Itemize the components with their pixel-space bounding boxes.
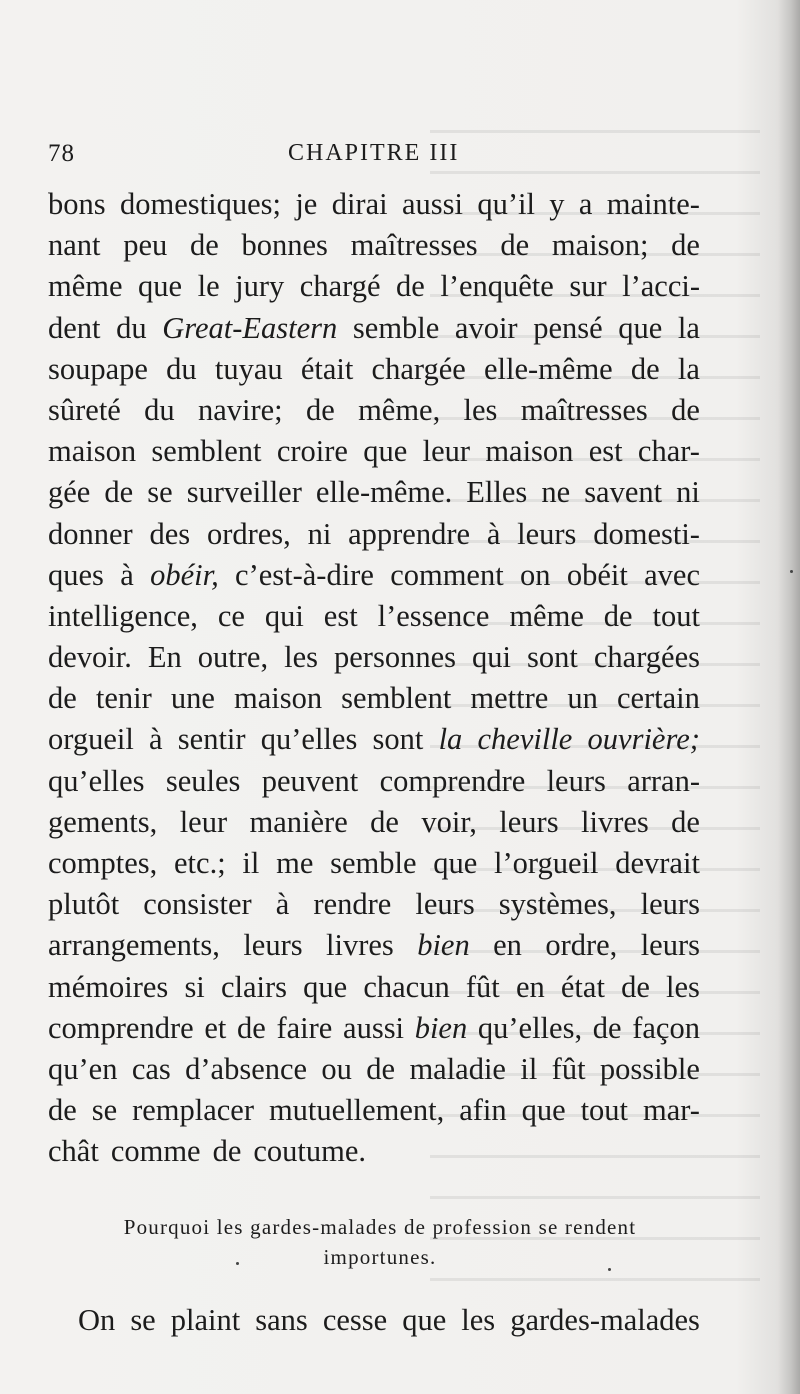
text-line: chât comme de coutume.	[48, 1134, 367, 1169]
speck-mark	[236, 1262, 239, 1265]
text-line: ques à obéir, c’est-à-dire comment on obéit avec	[48, 557, 700, 592]
page-number: 78	[48, 140, 75, 167]
text-line: arrangements, leurs livres bien en ordre, leurs	[48, 928, 700, 963]
subheading-line-1: Pourquoi les gardes-malades de profession se rendent	[123, 1215, 637, 1239]
text-line: donner des ordres, ni apprendre à leurs domesti-	[48, 516, 700, 551]
speck-mark	[790, 570, 793, 573]
text-line: plutôt consister à rendre leurs systèmes, leurs	[48, 887, 700, 922]
running-head: CHAPITRE III	[288, 140, 460, 166]
text-line: de tenir une maison semblent mettre un certain	[48, 681, 700, 716]
next-paragraph-line: On se plaint sans cesse que les gardes-malades	[78, 1303, 700, 1337]
text-line: gements, leur manière de voir, leurs livres de	[48, 804, 700, 839]
text-line: comprendre et de faire aussi bien qu’elles, de façon	[48, 1010, 700, 1045]
text-line: gée de se surveiller elle-même. Elles ne savent ni	[48, 475, 700, 510]
subheading-line-2: importunes.	[323, 1245, 437, 1269]
body-paragraph	[48, 184, 700, 1173]
text-line: nant peu de bonnes maîtresses de maison; de	[48, 228, 700, 263]
text-line: qu’en cas d’absence ou de maladie il fût possible	[48, 1051, 700, 1086]
text-line: comptes, etc.; il me semble que l’orgueil devrait	[48, 846, 700, 880]
page-edge-shadow	[778, 0, 800, 1394]
speck-mark	[608, 1268, 611, 1271]
page-header	[48, 140, 700, 176]
text-line: devoir. En outre, les personnes qui sont chargées	[48, 640, 700, 675]
section-subheading	[60, 1212, 700, 1272]
text-line: soupape du tuyau était chargée elle-même de la	[48, 351, 700, 386]
text-line: orgueil à sentir qu’elles sont la cheville ouvrière;	[48, 722, 700, 757]
text-line: de se remplacer mutuellement, afin que tout mar-	[48, 1093, 700, 1128]
text-line: intelligence, ce qui est l’essence même de tout	[48, 598, 700, 633]
text-line: sûreté du navire; de même, les maîtresses de	[48, 392, 700, 427]
text-line: mémoires si clairs que chacun fût en état de les	[48, 969, 700, 1004]
text-line: qu’elles seules peuvent comprendre leurs arran-	[48, 763, 700, 798]
text-line: dent du Great-Eastern semble avoir pensé que la	[48, 310, 700, 345]
text-line: bons domestiques; je dirai aussi qu’il y a mainte-	[48, 187, 700, 221]
text-line: maison semblent croire que leur maison est char-	[48, 434, 700, 469]
text-line: même que le jury chargé de l’enquête sur l’acci-	[48, 269, 700, 304]
